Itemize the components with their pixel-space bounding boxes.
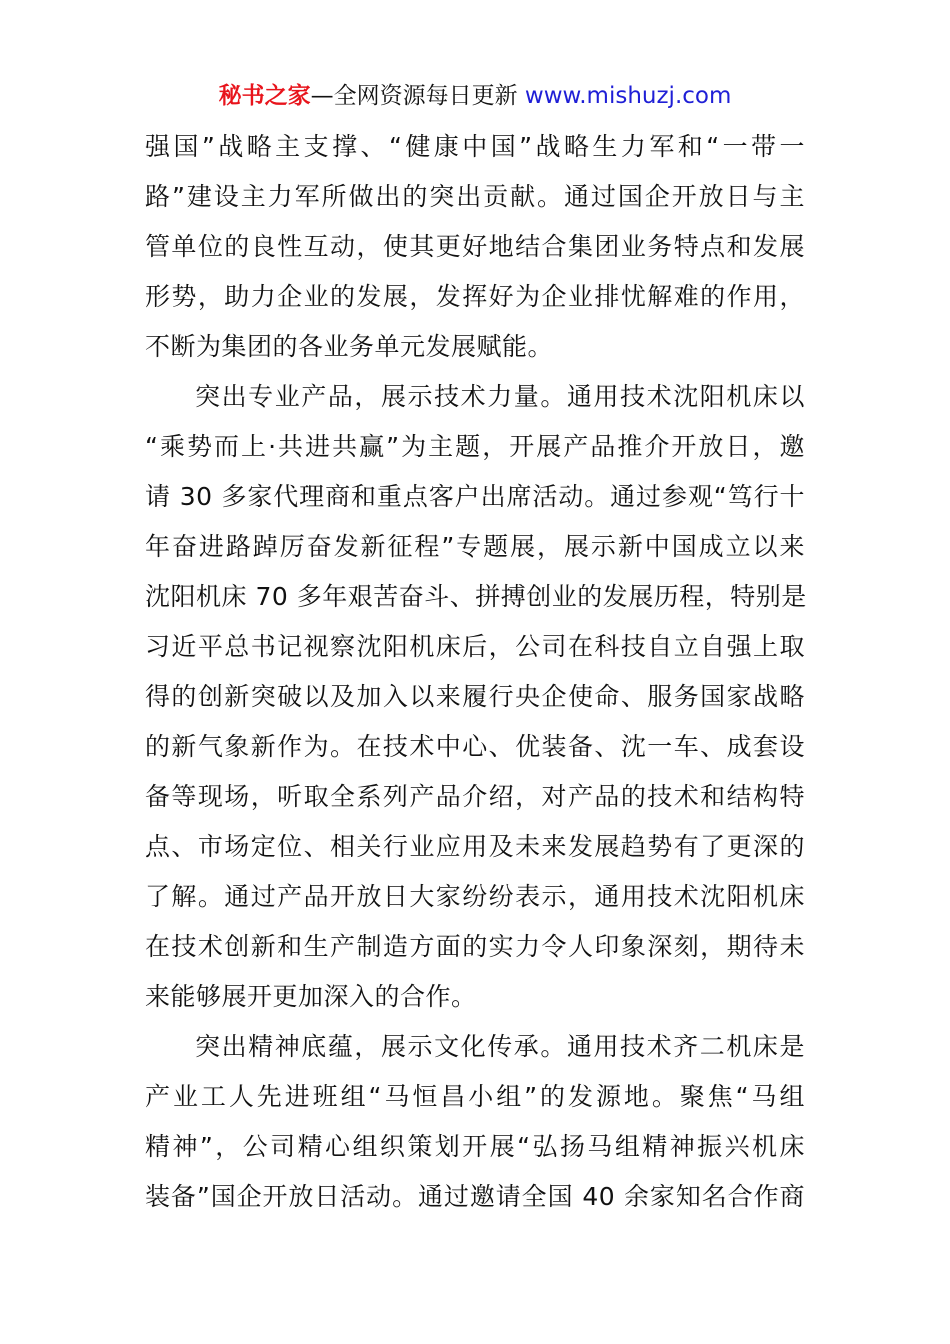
text-line: 在技术创新和生产制造方面的实力令人印象深刻，期待未 <box>145 932 805 961</box>
text-line: 备等现场，听取全系列产品介绍，对产品的技术和结构特 <box>145 782 805 811</box>
text-line: 得的创新突破以及加入以来履行央企使命、服务国家战略 <box>145 682 805 711</box>
site-tagline: —全网资源每日更新 <box>310 83 518 109</box>
site-url-link[interactable]: www.mishuzj.com <box>524 83 732 109</box>
document-body <box>145 122 805 1222</box>
text-line: 产业工人先进班组“马恒昌小组”的发源地。聚焦“马组 <box>145 1082 805 1111</box>
text-line: 路”建设主力军所做出的突出贡献。通过国企开放日与主 <box>145 182 805 211</box>
text-line: 不断为集团的各业务单元发展赋能。 <box>145 332 554 361</box>
text-line: 请 30 多家代理商和重点客户出席活动。通过参观“笃行十 <box>145 482 805 511</box>
text-line: 精神”，公司精心组织策划开展“弘扬马组精神振兴机床 <box>145 1132 805 1161</box>
text-line: 突出精神底蕴，展示文化传承。通用技术齐二机床是 <box>195 1032 805 1061</box>
text-line: 管单位的良性互动，使其更好地结合集团业务特点和发展 <box>145 232 805 261</box>
text-line: 了解。通过产品开放日大家纷纷表示，通用技术沈阳机床 <box>145 882 805 911</box>
text-line: 形势，助力企业的发展，发挥好为企业排忧解难的作用， <box>145 282 805 311</box>
site-brand: 秘书之家 <box>218 83 311 109</box>
text-line: 沈阳机床 70 多年艰苦奋斗、拼搏创业的发展历程，特别是 <box>145 582 807 611</box>
site-header <box>0 80 950 112</box>
text-line: 强国”战略主支撑、“健康中国”战略生力军和“一带一 <box>145 132 805 161</box>
paragraph-3 <box>145 1022 805 1222</box>
paragraph-2 <box>145 372 805 1022</box>
text-line: 点、市场定位、相关行业应用及未来发展趋势有了更深的 <box>145 832 805 861</box>
text-line: 来能够展开更加深入的合作。 <box>145 982 477 1011</box>
text-line: 年奋进路踔厉奋发新征程”专题展，展示新中国成立以来 <box>145 532 805 561</box>
text-line: “乘势而上·共进共赢”为主题，开展产品推介开放日，邀 <box>145 432 805 461</box>
text-line: 习近平总书记视察沈阳机床后，公司在科技自立自强上取 <box>145 632 805 661</box>
text-line: 装备”国企开放日活动。通过邀请全国 40 余家知名合作商 <box>145 1182 805 1211</box>
text-line: 突出专业产品，展示技术力量。通用技术沈阳机床以 <box>195 382 805 411</box>
text-line: 的新气象新作为。在技术中心、优装备、沈一车、成套设 <box>145 732 805 761</box>
paragraph-1 <box>145 122 805 372</box>
